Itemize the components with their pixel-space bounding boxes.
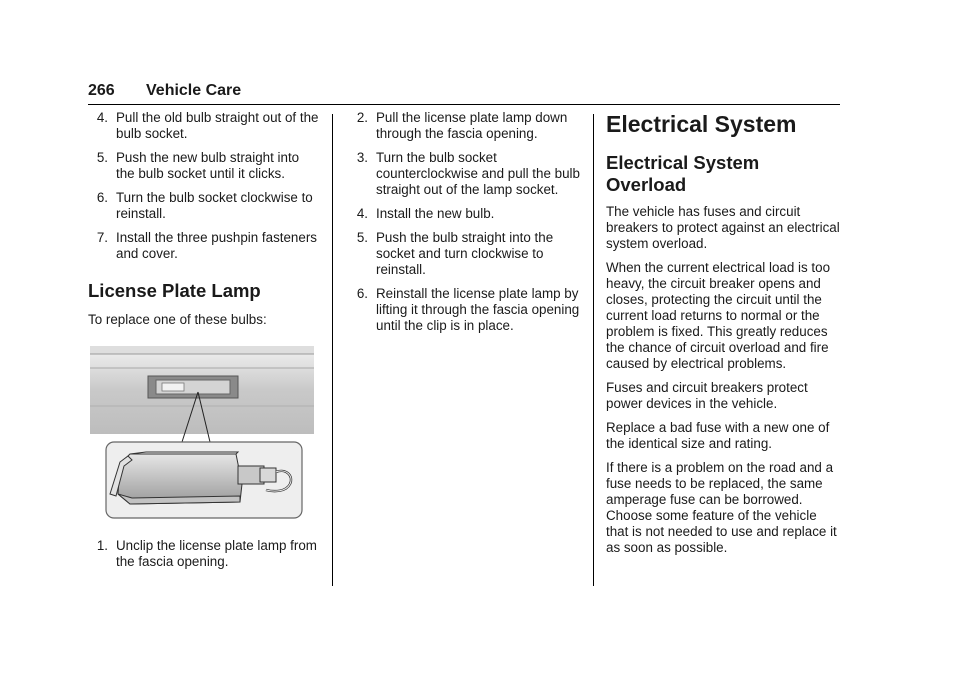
- step-item: [88, 538, 320, 570]
- step-number: 7 .: [88, 230, 108, 246]
- page-header: [88, 82, 840, 105]
- step-item: [88, 110, 320, 142]
- step-text: Install the new bulb.: [376, 206, 495, 221]
- step-item: [88, 190, 320, 222]
- lamp-diagram: [90, 344, 314, 524]
- step-item: [88, 150, 320, 182]
- section-heading: License Plate Lamp: [88, 280, 261, 301]
- step-text: Push the new bulb straight into the bulb socket until it clicks.: [116, 150, 300, 181]
- step-text: Install the three pushpin fasteners and cover.: [116, 230, 317, 261]
- chapter-title: Electrical System: [606, 111, 797, 137]
- column-2: [348, 110, 580, 342]
- steps-list: [348, 110, 580, 334]
- step-number: 4 .: [348, 206, 368, 222]
- step-item: [348, 230, 580, 278]
- step-text: Unclip the license plate lamp from the fascia opening.: [116, 538, 317, 569]
- step-number: 3 .: [348, 150, 368, 166]
- section-title: Vehicle Care: [146, 82, 242, 99]
- step-text: Turn the bulb socket clockwise to reinstall.: [116, 190, 313, 221]
- column-3: [606, 110, 842, 564]
- step-number: 5 .: [348, 230, 368, 246]
- step-text: Reinstall the license plate lamp by lifting it through the fascia opening until the clip is in place.: [376, 286, 580, 333]
- step-number: 1 .: [88, 538, 108, 554]
- paragraph: Replace a bad fuse with a new one of the identical size and rating.: [606, 420, 830, 451]
- step-number: 6 .: [88, 190, 108, 206]
- page-number: 266: [88, 82, 115, 99]
- step-item: [348, 206, 580, 222]
- step-item: [348, 110, 580, 142]
- paragraph: Fuses and circuit breakers protect power devices in the vehicle.: [606, 380, 808, 411]
- step-text: Pull the license plate lamp down through the fascia opening.: [376, 110, 568, 141]
- step-item: [348, 150, 580, 198]
- step-number: 2 .: [348, 110, 368, 126]
- step-text: Push the bulb straight into the socket and turn clockwise to reinstall.: [376, 230, 554, 277]
- paragraph: When the current electrical load is too heavy, the circuit breaker opens and closes, protecting the circuit until the current load returns to normal or the problem is fixed. This greatly reduces the chance of circuit overload and fire caused by electrical problems.: [606, 260, 831, 371]
- steps-list: [88, 538, 320, 570]
- license-plate-lamp-illustration: [90, 344, 320, 528]
- paragraph: The vehicle has fuses and circuit breakers to protect against an electrical system overload.: [606, 204, 840, 251]
- column-1: [88, 110, 320, 578]
- step-text: Pull the old bulb straight out of the bulb socket.: [116, 110, 319, 141]
- column-divider: [332, 114, 333, 586]
- step-item: [348, 286, 580, 334]
- intro-text: To replace one of these bulbs:: [88, 312, 267, 327]
- step-number: 6 .: [348, 286, 368, 302]
- paragraph: If there is a problem on the road and a fuse needs to be replaced, the same amperage fuse can be borrowed. Choose some feature of the vehicle that is not needed to use and replace it as soon as possible.: [606, 460, 837, 555]
- step-number: 5 .: [88, 150, 108, 166]
- step-number: 4 .: [88, 110, 108, 126]
- subsection-title: Electrical System Overload: [606, 152, 760, 195]
- step-item: [88, 230, 320, 262]
- column-divider: [593, 114, 594, 586]
- steps-list: [88, 110, 320, 262]
- step-text: Turn the bulb socket counterclockwise and pull the bulb straight out of the lamp socket.: [376, 150, 580, 197]
